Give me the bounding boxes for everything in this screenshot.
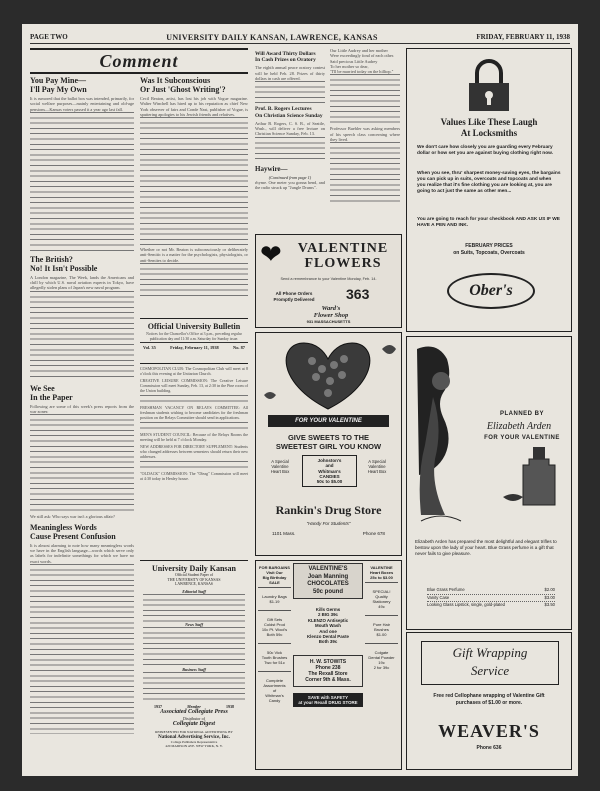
text-block: [140, 461, 248, 471]
poem-text: Our Little Audrey and her mother Were exceedingly fond of each other. Said precious Little Audrey To her mother so dear, "I'll be married today on the hilltop.": [330, 48, 395, 75]
rankins-drug-store-ad: [255, 332, 402, 556]
flowers-title: VALENTINE FLOWERS: [297, 241, 389, 271]
article-text: Cecil Beaton, artist, has lost his job with Vogue magazine. Walter Winchell has hired up to his reputation as chief New York observer of fairs and Conde Nast, publisher of Vogue, is sputtering apologies to his Jewish friends and relatives.: [140, 96, 248, 117]
staff-list: [143, 594, 245, 622]
staff-list: [143, 672, 245, 702]
arden-planned-by: PLANNED BY: [499, 411, 544, 417]
klenzo-deal: Kills Germs 2 BIG 39c KLENZO Antiseptic Mouth Wash And one Klenzo Dental Paste Both 39c: [307, 607, 349, 645]
store-name: Rankin's Drug Store: [275, 503, 382, 517]
lock-para-3: You are going to reach for your checkbook AND ASK US IF WE HAVE A PEN AND INK.: [417, 217, 560, 228]
text-block: [140, 263, 248, 299]
center-column: [293, 563, 363, 707]
masthead: [140, 560, 248, 769]
comment-title: Comment: [99, 51, 179, 71]
perfume-bottle: [523, 459, 555, 505]
item-name: Vanity Case: [427, 594, 450, 600]
candy-box-illustration: [256, 335, 401, 415]
distributor-label: Distributor of: [183, 715, 205, 721]
store-phone: Phone 678: [362, 531, 385, 536]
deal: 50c Vick Tooth Brushes Two for 51c: [258, 644, 291, 672]
editorial-staff-label: Editorial Staff: [182, 588, 206, 594]
news-column-3: [255, 48, 325, 190]
notice: COSMOPOLITAN CLUB: The Cosmopolitan Club will meet at 8 o'clock this evening at the Unitarian Church.: [140, 366, 248, 376]
paper-name: UNIVERSITY DAILY KANSAN, LAWRENCE, KANSAS: [166, 32, 378, 42]
candies-offer: Johnston's and Whitman's CANDIES 50c to $5.00: [302, 455, 357, 487]
bulletin-date: Friday, February 11, 1938: [170, 345, 219, 350]
headline-oratory: Will Award Thirty Dollars In Cash Prizes on Oratory: [255, 51, 316, 64]
notice: MEN'S STUDENT COUNCIL: Because of the Relays Rooms the meeting will be held at 7 o'clock Monday.: [140, 432, 248, 442]
masthead-title: University Daily Kansan: [151, 564, 236, 573]
arden-item: [427, 595, 555, 603]
chocolates-deal: VALENTINE'S Joan Manning CHOCOLATES 50c pound: [293, 563, 363, 599]
article-text: Arthur B. Rogers, C. S. B., of Seattle, Wash., will deliver a free lecture on Christian Science Sunday, Feb. 13.: [255, 120, 325, 137]
phone-label: All Phone Orders Promptly Delivered: [273, 291, 315, 302]
text-block: [30, 564, 134, 734]
rexall-banner: SAVE with SAFETY at your Rexall DRUG STORE: [293, 693, 363, 707]
text-block: [140, 117, 248, 247]
staff-list: [143, 627, 245, 667]
deal: Gift Sets Coldst Prod 10c Pt. Wool's Both 59c: [258, 611, 291, 644]
bulletin-subtitle: Notices for the Chancellor's Office at 3 p.m., preceding regular publication day and 11:30 a.m. Saturday for Sunday issue.: [146, 332, 242, 341]
lock-headline: Values Like These Laugh At Locksmiths: [440, 117, 538, 138]
arden-brand: Elizabeth Arden: [486, 421, 552, 432]
valentine-flowers-ad: [255, 234, 402, 328]
item-price: $3.00: [544, 594, 555, 600]
padlock-icon: [459, 57, 519, 113]
heart-box-right: A Special Valentine Heart Box: [367, 459, 387, 474]
headline-rogers: Prof. B. Rogers Lectures On Christian Science Sunday: [255, 106, 323, 119]
item-price: $3.50: [544, 602, 555, 607]
masthead-subtitle: Official Student Paper of THE UNIVERSITY OF KANSAS LAWRENCE, KANSAS: [167, 573, 221, 586]
headline-haywire: Haywire—: [255, 164, 288, 173]
left-column-deals: [258, 563, 291, 709]
nas-name: National Advertising Service, Inc.: [158, 734, 230, 740]
university-bulletin: [140, 318, 248, 364]
newspaper-page: [22, 24, 578, 776]
article-text: rhyme. One meter you gonna bend, and the radio struck up "Jungle Drums".: [255, 179, 325, 191]
arden-for-valentine: FOR YOUR VALENTINE: [484, 435, 560, 441]
heart-box: [286, 343, 370, 409]
heart-decoration: ❤: [260, 239, 282, 269]
headline-subconscious: Was It Subconscious Or Just 'Ghost Writing'?: [140, 76, 226, 94]
deal: VALENTINE Heart Boxes 25c to $3.00: [365, 563, 398, 583]
news-staff-label: News Staff: [185, 621, 203, 627]
gift-title: Gift Wrapping Service: [421, 641, 559, 685]
phone-number: 363: [346, 286, 370, 302]
associated-press: Associated Collegiate Press: [160, 708, 228, 715]
deal: Colgate Dental Powder 19c 2 for 39c: [368, 650, 395, 670]
lock-para-1: We don't care how closely you are guarding every February dollar or how set you are against buying clothing right now.: [417, 145, 554, 156]
text-block: [140, 395, 248, 405]
editorial-column-2: [140, 73, 248, 299]
representation: REPRESENTED FOR NATIONAL ADVERTISING BY: [155, 729, 233, 734]
bulletin-title: Official University Bulletin: [147, 322, 241, 331]
member-label: Member: [187, 703, 201, 709]
store-tagline: "Handy For Students": [306, 521, 351, 526]
store-address: 1101 Mass.: [272, 531, 296, 536]
bulletin-notices: [140, 366, 248, 481]
year-end: 1938: [226, 703, 234, 709]
item-price: $2.00: [544, 587, 555, 592]
article-text: Professor Buehler was asking members of his speech class concerning where they lived.: [330, 126, 400, 143]
headline-the-british: The British? No! It Isn't Possible: [30, 254, 98, 273]
weavers-logo: WEAVER'S: [438, 721, 540, 741]
arden-item: [427, 587, 555, 595]
issue-date: FRIDAY, FEBRUARY 11, 1938: [476, 33, 570, 41]
february-prices: FEBRUARY PRICES on Suits, Topcoats, Overcoats: [453, 243, 525, 256]
deal: FOR BARGAINS Visit Our Big Birthday SALE: [258, 563, 291, 588]
arden-item: [427, 602, 555, 609]
bulletin-volume-line: [140, 342, 248, 352]
text-block: [255, 81, 325, 103]
item-name: Looking Glass Lipstick, single, gold-plated: [427, 602, 505, 607]
arden-body: Elizabeth Arden has prepared the most delightful and elegant trifles to bestow upon the lady of your heart. Blue Grass perfume is a gift that never fails to give pleasure.: [415, 539, 557, 556]
business-staff-label: Business Staff: [182, 666, 206, 672]
page-number: PAGE TWO: [30, 33, 68, 41]
text-block: [140, 422, 248, 432]
notice: CREATIVE LEISURE COMMISSION: The Creative Leisure Commission will meet Sunday, Feb. 13, at 2:30 in the Pine room of the Union building.: [140, 378, 248, 393]
headline-meaningless-words: Meaningless Words Cause Present Confusion: [30, 522, 116, 541]
flowers-note: Send a remembrance to your Valentine Monday, Feb. 14.: [280, 277, 377, 281]
article-text: It is almost alarming to note how many meaningless words we have in the English language—words which serve only as labels for indefinite somethings for which we have no exact words.: [30, 542, 134, 564]
text-block: [255, 137, 325, 163]
deal: Laundry Bags $1.19: [258, 588, 291, 611]
stowits-rexall-ad: [255, 560, 402, 770]
heart-box-left: A Special Valentine Heart Box: [270, 459, 290, 474]
text-block: [330, 74, 400, 126]
article-text: The eighth annual peace oratory contest will be held Feb. 28. Prizes of thirty dollars in cash are offered.: [255, 65, 325, 81]
weavers-phone: Phone 636: [476, 745, 502, 751]
obers-locksmith-ad: [406, 48, 572, 332]
florist-address: 931 MASSACHUSETTS: [306, 319, 351, 324]
text-block: [30, 414, 134, 514]
article-text: Following are some of this week's press reports from the war zones:: [30, 403, 134, 415]
article-text: Whether or not Mr. Beaton is subconsciously or deliberately anti-Semitic is a matter for the psychologists, physiologists, or anti-Semites to decide.: [140, 247, 248, 263]
year-start: 1937: [154, 703, 162, 709]
florist-name: Ward's Flower Shop: [313, 305, 349, 319]
headline-you-pay-mine: You Pay Mine— I'll Pay My Own: [30, 76, 87, 94]
right-column-deals: [365, 563, 398, 676]
deal: Complete Assortments of Whitman's Candy: [263, 678, 286, 703]
obers-logo: Ober's: [447, 273, 535, 309]
sweets-slogan: GIVE SWEETS TO THE SWEETEST GIRL YOU KNOW: [275, 433, 382, 451]
store-info: H. W. STOWITS Phone 238 The Rexall Store Corner 9th & Mass.: [293, 655, 363, 687]
article-text: We still ask: Who says war isn't a glorious affair?: [30, 514, 115, 520]
member-line: [140, 704, 248, 709]
valentine-ribbon: FOR YOUR VALENTINE: [268, 415, 389, 427]
notice: "OLDACK" COMMISSION: The "Oleag" Commission will meet at 4:30 today in Henley house.: [140, 471, 248, 481]
deal: SPECIAL! Quality Stationery 49c: [365, 583, 398, 616]
lock-para-2: When you see, thru' sharpest money-saving eyes, the bargains you can pick up in suits, overcoats and topcoats and when you realize that it's fine clothing you are looking at, you are going to act just the same as other men...: [417, 171, 561, 194]
nas-address: College Publishers Representative 420 MADISON AVE. NEW YORK, N. Y.: [165, 739, 223, 748]
weavers-gift-wrap-ad: [406, 632, 572, 770]
continued-note: (Continued from page 1): [268, 174, 312, 180]
notice: NEW ADDRESSES FOR DIRECTORY SUPPLEMENT: Students who changed addresses between semesters should return their new addresses.: [140, 444, 248, 459]
editorial-column-1: [30, 73, 134, 734]
notice: FRESHMAN VACANCY ON RELAYS COMMITTEE: All freshman students wishing to become candidates for the freshman position on the Relays Committee should send in applications.: [140, 405, 248, 420]
comment-heading: [30, 48, 248, 74]
bulletin-volume: Vol. 35: [143, 345, 156, 350]
deal: Pure Hair Brushes $1.00: [365, 616, 398, 644]
bulletin-number: No. 87: [233, 345, 245, 350]
arden-items: [427, 587, 555, 609]
text-block: [30, 291, 134, 381]
text-block: [30, 112, 134, 252]
text-block: [330, 142, 400, 202]
elizabeth-arden-ad: [406, 336, 572, 630]
news-column-4: [330, 48, 400, 202]
article-text: A London magazine, The Week, lands the Americans and chill by which U.S. naval aviation experts in Tokyo, have allegedly stolen plans of Japan's new naval program.: [30, 274, 134, 291]
article-text: It is rumored that the ballot box was intended, primarily, for social welfare purposes—mainly entertaining and old-age pensions—Kansas voters passed it a year ago last fall.: [30, 96, 134, 112]
gift-body: Free red Cellophane wrapping of Valentine Gift purchases of $1.00 or more.: [433, 693, 545, 706]
item-name: Blue Grass Perfume: [427, 587, 465, 592]
page-header: [30, 31, 570, 44]
collegiate-digest: Collegiate Digest: [172, 720, 216, 727]
headline-we-see: We See In the Paper: [30, 383, 73, 402]
